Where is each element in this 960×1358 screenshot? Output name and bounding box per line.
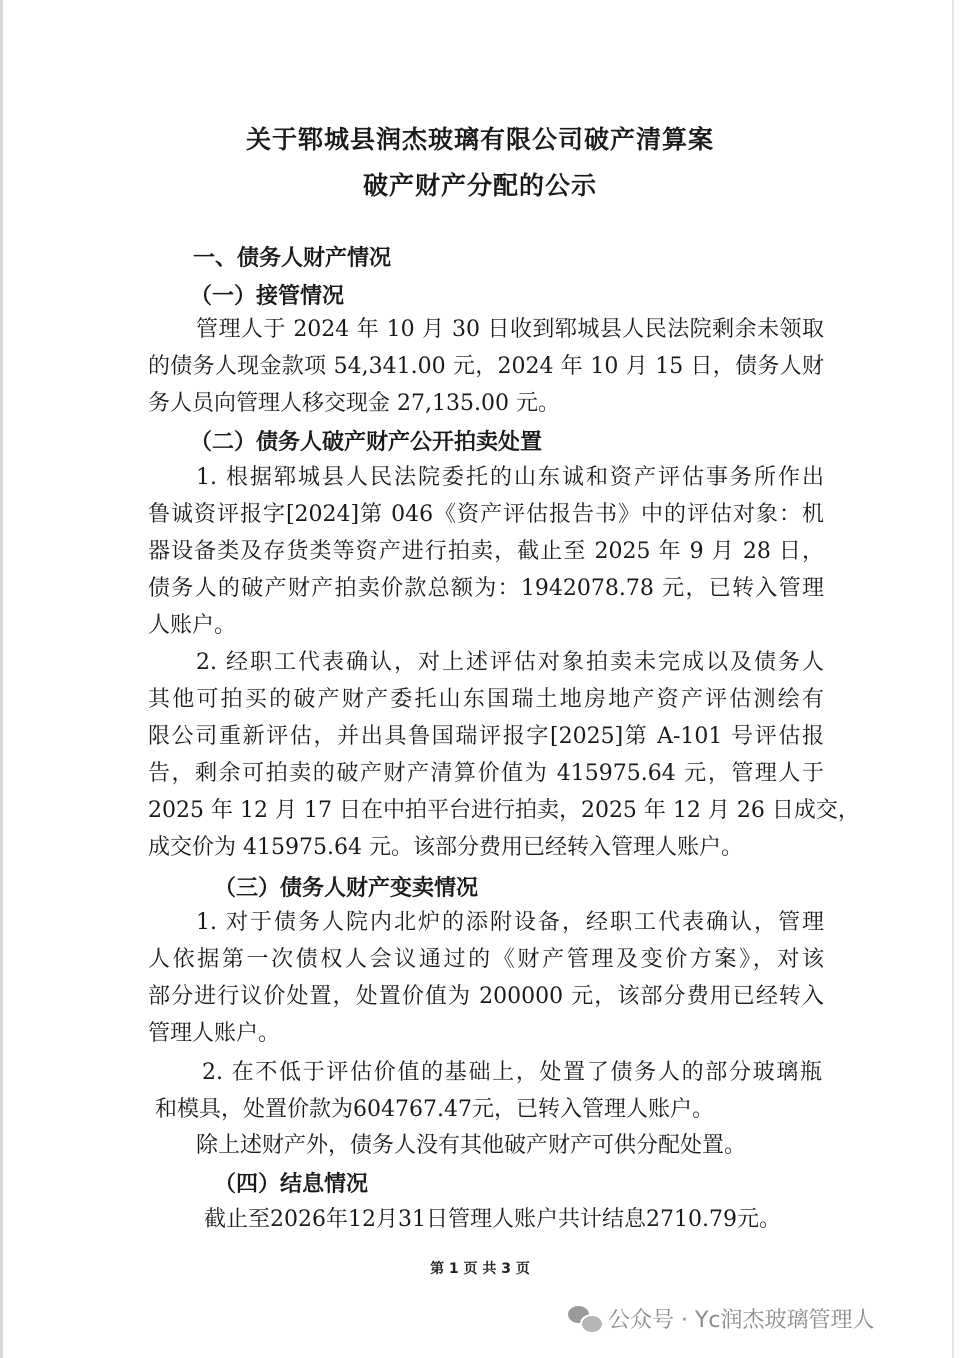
paragraph-line: 2. 经职工代表确认，对上述评估对象拍卖未完成以及债务人 <box>196 650 824 675</box>
paragraph-line: 务人员向管理人移交现金 27,135.00 元。 <box>148 391 560 416</box>
paragraph-line: 人账户。 <box>148 613 237 638</box>
subsection-heading-interest: （四）结息情况 <box>214 1171 369 1197</box>
wechat-watermark <box>568 1303 875 1333</box>
paragraph-line: 成交价为 415975.64 元。该部分费用已经转入管理人账户。 <box>148 835 743 860</box>
paragraph-line: 其他可拍买的破产财产委托山东国瑞土地房地产资产评估测绘有 <box>148 687 824 712</box>
paragraph-line: 债务人的破产财产拍卖价款总额为：1942078.78 元，已转入管理 <box>148 576 824 601</box>
paragraph-line: 告，剩余可拍卖的破产财产清算价值为 415975.64 元，管理人于 <box>148 761 824 786</box>
subsection-heading-sale: （三）债务人财产变卖情况 <box>214 875 479 901</box>
paragraph-line: 的债务人现金款项 54,341.00 元，2024 年 10 月 15 日，债务人财 <box>148 354 824 379</box>
paragraph-line: 人依据第一次债权人会议通过的《财产管理及变价方案》，对该 <box>148 947 824 972</box>
paragraph-line: 除上述财产外，债务人没有其他破产财产可供分配处置。 <box>196 1133 747 1158</box>
paragraph-line: 限公司重新评估，并出具鲁国瑞评报字[2025]第 A-101 号评估报 <box>148 724 824 749</box>
scan-edge-left <box>0 0 3 1358</box>
paragraph-line: 器设备类及存货类等资产进行拍卖，截止至 2025 年 9 月 28 日， <box>148 539 824 564</box>
scan-edge-right <box>952 0 954 1358</box>
paragraph-line: 2025 年 12 月 17 日在中拍平台进行拍卖，2025 年 12 月 26 日成交， <box>148 798 860 823</box>
section-heading-debtor-assets: 一、债务人财产情况 <box>193 245 392 271</box>
watermark-text: 公众号 · Yc润杰玻璃管理人 <box>608 1307 875 1333</box>
paragraph-line: 管理人于 2024 年 10 月 30 日收到郓城县人民法院剩余未领取 <box>196 317 824 342</box>
paragraph-line: 1. 根据郓城县人民法院委托的山东诚和资产评估事务所作出 <box>196 465 824 490</box>
subsection-heading-takeover: （一）接管情况 <box>190 283 345 309</box>
page-number: 第 1 页 共 3 页 <box>430 1261 530 1277</box>
paragraph-line: 截止至2026年12月31日管理人账户共计结息2710.79元。 <box>204 1207 781 1232</box>
paragraph-line: 1. 对于债务人院内北炉的添附设备，经职工代表确认，管理 <box>196 910 824 935</box>
document-title-line-1: 关于郓城县润杰玻璃有限公司破产清算案 <box>245 125 714 154</box>
wechat-icon <box>568 1304 602 1332</box>
subsection-heading-auction: （二）债务人破产财产公开拍卖处置 <box>190 429 543 455</box>
paragraph-line: 部分进行议价处置，处置价值为 200000 元，该部分费用已经转入 <box>148 984 824 1009</box>
paragraph-line: 2. 在不低于评估价值的基础上，处置了债务人的部分玻璃瓶 <box>202 1060 822 1085</box>
paragraph-line: 管理人账户。 <box>148 1021 281 1046</box>
document-title-line-2: 破产财产分配的公示 <box>362 171 597 200</box>
paragraph-line: 鲁诚资评报字[2024]第 046《资产评估报告书》中的评估对象：机 <box>148 502 824 527</box>
paragraph-line: 和模具，处置价款为604767.47元，已转入管理人账户。 <box>155 1097 714 1122</box>
